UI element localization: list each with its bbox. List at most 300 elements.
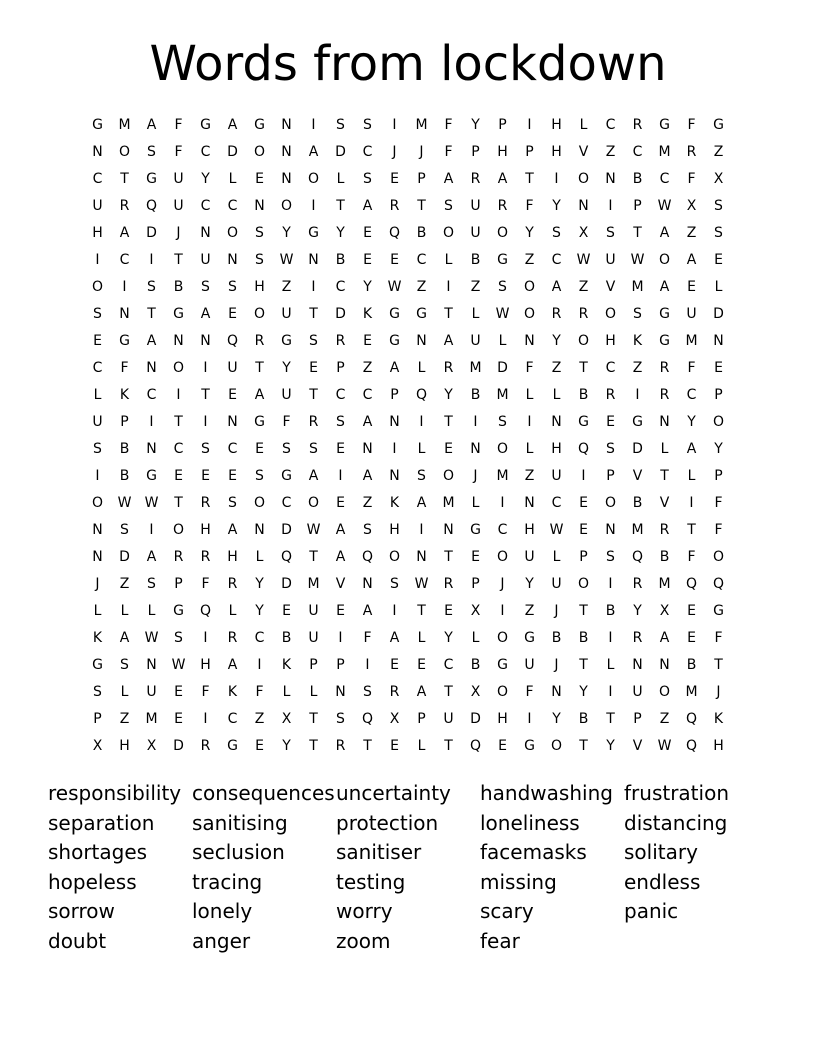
grid-letter: N: [146, 360, 157, 376]
grid-letter: C: [362, 144, 373, 160]
grid-letter: C: [443, 657, 454, 673]
grid-letter: O: [253, 144, 266, 160]
grid-letter: T: [309, 711, 318, 727]
grid-letter: L: [120, 603, 129, 619]
grid-letter: M: [145, 711, 158, 727]
grid-letter: O: [442, 225, 455, 241]
grid-letter: O: [604, 306, 617, 322]
grid-letter: I: [500, 603, 505, 619]
grid-letter: M: [118, 117, 131, 133]
grid-letter: N: [659, 414, 670, 430]
grid-letter: I: [149, 522, 154, 538]
grid-letter: R: [227, 630, 238, 646]
grid-letter: I: [419, 522, 424, 538]
grid-letter: A: [308, 144, 319, 160]
grid-letter: O: [577, 576, 590, 592]
grid-letter: E: [255, 171, 264, 187]
grid-letter: L: [606, 657, 615, 673]
grid-letter: R: [200, 549, 211, 565]
grid-letter: G: [416, 306, 427, 322]
grid-letter: G: [173, 306, 184, 322]
word-list-item: separation: [48, 810, 155, 835]
word-list-item: uncertainty: [336, 781, 451, 805]
word-list-item: endless: [624, 869, 701, 894]
grid-letter: P: [336, 360, 345, 376]
grid-letter: W: [630, 252, 645, 268]
grid-letter: O: [496, 630, 509, 646]
grid-letter: S: [93, 441, 102, 457]
grid-letter: R: [389, 684, 400, 700]
grid-letter: U: [92, 198, 103, 214]
grid-letter: X: [146, 738, 157, 754]
grid-letter: G: [227, 738, 238, 754]
grid-letter: T: [579, 603, 588, 619]
grid-letter: G: [524, 738, 535, 754]
grid-letter: T: [309, 306, 318, 322]
grid-letter: J: [500, 576, 505, 592]
grid-letter: N: [443, 522, 454, 538]
grid-letter: B: [470, 657, 481, 673]
grid-letter: S: [147, 144, 156, 160]
grid-letter: G: [659, 333, 670, 349]
grid-letter: M: [631, 522, 644, 538]
grid-letter: L: [471, 495, 480, 511]
grid-letter: E: [390, 252, 399, 268]
grid-letter: A: [200, 306, 211, 322]
grid-letter: Q: [685, 576, 698, 592]
grid-letter: S: [282, 441, 291, 457]
grid-letter: U: [551, 576, 562, 592]
grid-letter: L: [687, 468, 696, 484]
grid-letter: S: [363, 171, 372, 187]
grid-letter: D: [335, 306, 346, 322]
grid-letter: R: [173, 549, 184, 565]
grid-letter: E: [174, 684, 183, 700]
grid-letter: C: [92, 360, 103, 376]
grid-letter: P: [606, 468, 615, 484]
grid-letter: P: [309, 657, 318, 673]
word-list-item: distancing: [624, 810, 728, 835]
grid-letter: R: [335, 333, 346, 349]
grid-letter: F: [201, 576, 210, 592]
grid-letter: L: [525, 387, 534, 403]
grid-letter: Z: [686, 225, 697, 241]
grid-letter: T: [579, 360, 588, 376]
grid-letter: G: [281, 468, 292, 484]
grid-letter: I: [635, 387, 640, 403]
grid-letter: G: [119, 333, 130, 349]
grid-letter: K: [362, 306, 373, 322]
grid-letter: I: [581, 468, 586, 484]
grid-letter: H: [713, 738, 724, 754]
word-list-item: testing: [336, 869, 406, 894]
grid-letter: F: [714, 630, 723, 646]
grid-letter: T: [606, 711, 615, 727]
grid-letter: T: [444, 684, 453, 700]
grid-letter: M: [658, 576, 671, 592]
grid-letter: F: [687, 549, 696, 565]
word-list-item: protection: [336, 810, 439, 835]
grid-letter: E: [228, 468, 237, 484]
grid-letter: Z: [524, 603, 535, 619]
grid-letter: U: [308, 630, 319, 646]
grid-letter: W: [144, 630, 159, 646]
grid-letter: I: [446, 279, 451, 295]
grid-letter: I: [527, 711, 532, 727]
grid-letter: Q: [577, 441, 590, 457]
grid-letter: E: [201, 468, 210, 484]
grid-letter: U: [92, 414, 103, 430]
grid-letter: R: [119, 198, 130, 214]
grid-letter: B: [632, 495, 643, 511]
grid-letter: Y: [579, 684, 588, 700]
grid-letter: E: [390, 738, 399, 754]
grid-letter: S: [633, 306, 642, 322]
grid-letter: C: [173, 441, 184, 457]
grid-letter: H: [227, 549, 238, 565]
grid-letter: C: [200, 198, 211, 214]
grid-letter: I: [95, 252, 100, 268]
grid-letter: R: [308, 414, 319, 430]
grid-letter: G: [524, 630, 535, 646]
grid-letter: N: [92, 144, 103, 160]
grid-letter: X: [578, 225, 589, 241]
grid-letter: E: [687, 630, 696, 646]
grid-letter: L: [444, 252, 453, 268]
grid-letter: S: [147, 576, 156, 592]
grid-letter: I: [338, 468, 343, 484]
grid-letter: A: [443, 171, 454, 187]
grid-letter: Q: [469, 738, 482, 754]
grid-letter: G: [173, 603, 184, 619]
grid-letter: G: [92, 117, 103, 133]
grid-letter: I: [392, 603, 397, 619]
grid-letter: A: [362, 603, 373, 619]
grid-letter: N: [389, 468, 400, 484]
grid-letter: E: [471, 549, 480, 565]
grid-letter: E: [174, 468, 183, 484]
grid-letter: O: [118, 144, 131, 160]
word-column: [192, 779, 336, 957]
grid-letter: I: [608, 576, 613, 592]
grid-letter: R: [497, 198, 508, 214]
grid-letter: P: [498, 117, 507, 133]
grid-letter: Q: [145, 198, 158, 214]
grid-letter: X: [713, 171, 724, 187]
grid-letter: B: [470, 252, 481, 268]
grid-letter: G: [497, 252, 508, 268]
grid-letter: R: [443, 360, 454, 376]
grid-letter: Y: [525, 576, 534, 592]
word-list-item: loneliness: [480, 810, 580, 835]
grid-letter: E: [363, 333, 372, 349]
grid-letter: C: [200, 144, 211, 160]
grid-letter: N: [119, 306, 130, 322]
grid-letter: N: [713, 333, 724, 349]
grid-letter: I: [392, 117, 397, 133]
grid-letter: S: [309, 441, 318, 457]
grid-letter: N: [605, 171, 616, 187]
grid-letter: N: [92, 522, 103, 538]
grid-letter: Y: [552, 198, 561, 214]
grid-letter: D: [632, 441, 643, 457]
grid-letter: Q: [361, 711, 374, 727]
grid-letter: T: [363, 738, 372, 754]
grid-letter: H: [389, 522, 400, 538]
grid-letter: E: [363, 252, 372, 268]
grid-letter: S: [201, 279, 210, 295]
grid-letter: Z: [551, 360, 562, 376]
grid-letter: S: [498, 279, 507, 295]
grid-letter: R: [659, 360, 670, 376]
word-list-item: tracing: [192, 869, 263, 894]
grid-letter: H: [551, 117, 562, 133]
grid-letter: G: [497, 657, 508, 673]
grid-letter: Z: [119, 711, 130, 727]
grid-letter: B: [470, 387, 481, 403]
grid-letter: G: [389, 333, 400, 349]
grid-letter: F: [444, 117, 453, 133]
grid-letter: P: [417, 711, 426, 727]
grid-letter: W: [657, 198, 672, 214]
grid-letter: S: [417, 468, 426, 484]
grid-letter: A: [308, 468, 319, 484]
grid-letter: I: [203, 360, 208, 376]
grid-letter: R: [443, 576, 454, 592]
grid-letter: T: [579, 657, 588, 673]
grid-letter: S: [120, 657, 129, 673]
grid-letter: Q: [685, 738, 698, 754]
grid-letter: B: [416, 225, 427, 241]
grid-letter: S: [714, 198, 723, 214]
grid-letter: V: [605, 279, 616, 295]
grid-letter: I: [149, 252, 154, 268]
grid-letter: Z: [605, 144, 616, 160]
grid-letter: M: [496, 468, 509, 484]
grid-letter: S: [147, 279, 156, 295]
grid-letter: G: [200, 117, 211, 133]
word-list-item: scary: [480, 899, 534, 924]
grid-letter: N: [632, 657, 643, 673]
grid-letter: H: [200, 657, 211, 673]
grid-letter: X: [281, 711, 292, 727]
grid-letter: A: [686, 252, 697, 268]
grid-letter: I: [527, 117, 532, 133]
grid-letter: P: [93, 711, 102, 727]
grid-letter: I: [689, 495, 694, 511]
grid-letter: S: [363, 684, 372, 700]
grid-letter: A: [335, 549, 346, 565]
grid-letter: N: [281, 117, 292, 133]
grid-letter: Y: [282, 225, 291, 241]
grid-letter: Y: [363, 279, 372, 295]
grid-letter: S: [174, 630, 183, 646]
grid-letter: D: [335, 144, 346, 160]
grid-letter: E: [282, 603, 291, 619]
grid-letter: H: [497, 144, 508, 160]
grid-letter: T: [417, 198, 426, 214]
grid-letter: X: [686, 198, 697, 214]
grid-letter: U: [551, 468, 562, 484]
grid-letter: A: [119, 225, 130, 241]
grid-letter: P: [471, 576, 480, 592]
grid-letter: F: [174, 144, 183, 160]
grid-letter: P: [633, 198, 642, 214]
grid-letter: Y: [633, 603, 642, 619]
grid-letter: E: [336, 441, 345, 457]
grid-letter: F: [174, 117, 183, 133]
grid-letter: L: [228, 171, 237, 187]
grid-letter: A: [119, 630, 130, 646]
grid-letter: E: [444, 603, 453, 619]
grid-letter: I: [419, 414, 424, 430]
grid-letter: I: [365, 657, 370, 673]
grid-letter: N: [524, 495, 535, 511]
grid-letter: L: [309, 684, 318, 700]
grid-letter: A: [362, 468, 373, 484]
grid-letter: L: [282, 684, 291, 700]
grid-letter: U: [227, 360, 238, 376]
grid-letter: R: [605, 387, 616, 403]
grid-letter: G: [92, 657, 103, 673]
grid-letter: C: [254, 630, 265, 646]
grid-letter: I: [554, 171, 559, 187]
grid-letter: P: [633, 711, 642, 727]
grid-letter: N: [605, 522, 616, 538]
grid-letter: O: [388, 549, 401, 565]
grid-letter: D: [146, 225, 157, 241]
grid-letter: N: [362, 576, 373, 592]
grid-letter: L: [417, 738, 426, 754]
grid-letter: A: [227, 657, 238, 673]
grid-letter: H: [551, 441, 562, 457]
grid-letter: S: [498, 414, 507, 430]
grid-letter: R: [578, 306, 589, 322]
grid-letter: R: [470, 171, 481, 187]
grid-letter: H: [605, 333, 616, 349]
grid-letter: W: [171, 657, 186, 673]
grid-letter: S: [390, 576, 399, 592]
grid-letter: L: [471, 306, 480, 322]
grid-letter: U: [173, 171, 184, 187]
grid-letter: F: [120, 360, 129, 376]
grid-letter: S: [336, 414, 345, 430]
grid-letter: O: [577, 171, 590, 187]
grid-letter: A: [254, 387, 265, 403]
grid-letter: M: [415, 117, 428, 133]
grid-letter: O: [496, 225, 509, 241]
grid-letter: A: [443, 333, 454, 349]
grid-letter: N: [551, 684, 562, 700]
grid-letter: I: [608, 630, 613, 646]
grid-letter: S: [714, 225, 723, 241]
grid-letter: G: [146, 468, 157, 484]
grid-letter: L: [498, 333, 507, 349]
grid-letter: T: [201, 387, 210, 403]
grid-letter: Q: [226, 333, 239, 349]
grid-letter: A: [659, 279, 670, 295]
grid-letter: N: [200, 333, 211, 349]
grid-letter: G: [389, 306, 400, 322]
grid-letter: B: [578, 387, 589, 403]
grid-letter: Y: [444, 630, 453, 646]
grid-letter: C: [497, 522, 508, 538]
grid-letter: E: [228, 387, 237, 403]
grid-letter: E: [336, 603, 345, 619]
grid-letter: E: [417, 657, 426, 673]
grid-letter: N: [308, 252, 319, 268]
grid-letter: H: [200, 522, 211, 538]
grid-letter: F: [687, 360, 696, 376]
grid-letter: Q: [199, 603, 212, 619]
grid-letter: O: [604, 495, 617, 511]
grid-letter: U: [605, 252, 616, 268]
grid-letter: C: [227, 198, 238, 214]
grid-letter: K: [632, 333, 643, 349]
grid-letter: L: [417, 630, 426, 646]
grid-letter: P: [579, 549, 588, 565]
grid-letter: L: [417, 441, 426, 457]
grid-letter: P: [336, 657, 345, 673]
grid-letter: O: [523, 306, 536, 322]
grid-letter: G: [632, 414, 643, 430]
grid-letter: W: [414, 576, 429, 592]
grid-letter: I: [527, 414, 532, 430]
grid-letter: C: [335, 387, 346, 403]
grid-letter: O: [91, 495, 104, 511]
word-list-item: hopeless: [48, 869, 137, 894]
grid-letter: J: [176, 225, 181, 241]
grid-letter: B: [632, 171, 643, 187]
grid-letter: S: [255, 252, 264, 268]
grid-letter: O: [577, 333, 590, 349]
grid-letter: X: [470, 684, 481, 700]
grid-letter: I: [311, 279, 316, 295]
grid-letter: O: [307, 495, 320, 511]
grid-letter: C: [686, 387, 697, 403]
grid-letter: D: [227, 144, 238, 160]
grid-letter: F: [714, 495, 723, 511]
grid-letter: A: [146, 117, 157, 133]
grid-letter: R: [686, 144, 697, 160]
grid-letter: N: [281, 144, 292, 160]
grid-letter: A: [659, 225, 670, 241]
grid-letter: U: [470, 198, 481, 214]
grid-letter: H: [551, 144, 562, 160]
grid-letter: P: [471, 144, 480, 160]
grid-letter: F: [255, 684, 264, 700]
grid-letter: B: [173, 279, 184, 295]
grid-letter: B: [659, 549, 670, 565]
grid-letter: W: [576, 252, 591, 268]
grid-letter: S: [363, 522, 372, 538]
grid-letter: D: [470, 711, 481, 727]
grid-letter: K: [713, 711, 724, 727]
grid-letter: T: [309, 549, 318, 565]
grid-letter: I: [311, 198, 316, 214]
grid-letter: P: [390, 387, 399, 403]
grid-letter: I: [311, 117, 316, 133]
grid-letter: C: [281, 495, 292, 511]
grid-letter: E: [687, 279, 696, 295]
grid-letter: I: [149, 414, 154, 430]
grid-letter: B: [551, 630, 562, 646]
grid-letter: P: [174, 576, 183, 592]
word-list-item: solitary: [624, 840, 698, 865]
grid-letter: L: [120, 684, 129, 700]
word-list: [48, 779, 768, 959]
grid-letter: Q: [388, 225, 401, 241]
